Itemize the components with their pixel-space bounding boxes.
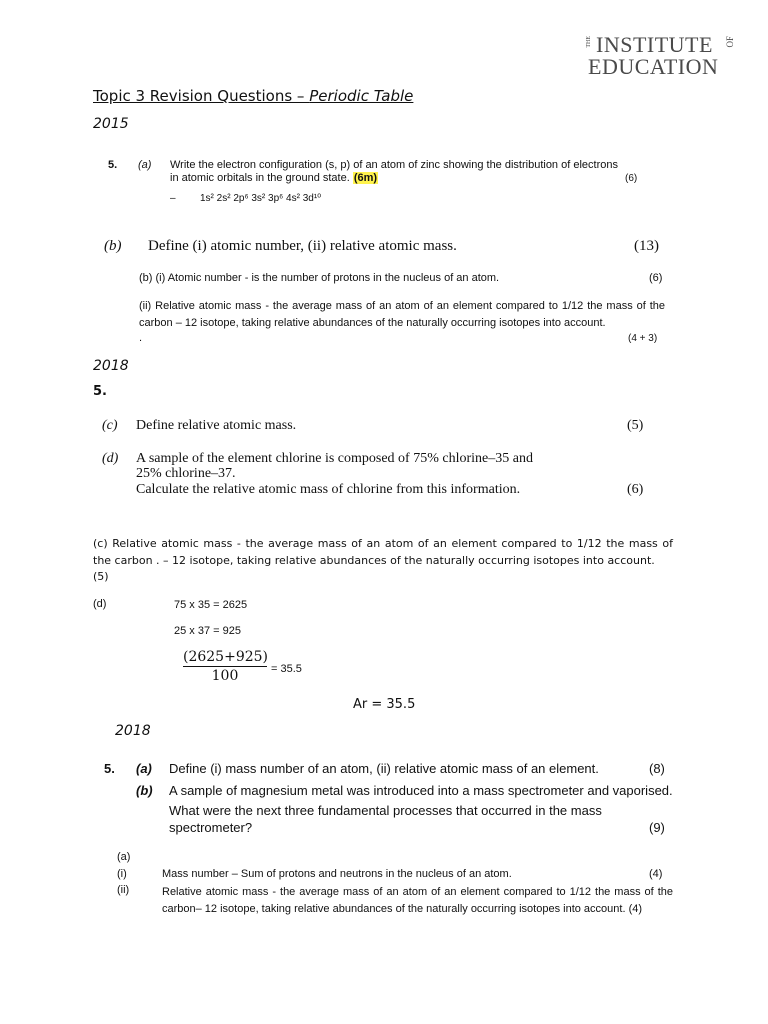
year-2018-second: 2018 xyxy=(115,723,151,739)
q2018a-fraction xyxy=(183,649,267,684)
q2018a-d-text3: Calculate the relative atomic mass of chlorine from this information. xyxy=(136,482,521,497)
q2018b-b-text1: A sample of magnesium metal was introduced into a mass spectrometer and vaporised. xyxy=(169,783,673,798)
q2018a-c-answer: (c) Relative atomic mass - the average mass of an atom of an element compared to 1/12 the mass of the carbon . – 12 isotope, taking relative abundances of the naturally occurring isotopes into account. xyxy=(93,537,673,567)
q2015-b-answer2: (ii) Relative atomic mass - the average mass of an atom of an element compared to 1/12 the mass of the carbon – 12 isotope, taking relative abundances of the naturally occurring isotopes into account. xyxy=(139,300,665,329)
q2015-b-label: (b) xyxy=(104,238,122,254)
q2018b-answer-i-label: (i) xyxy=(117,868,127,880)
q2018a-fraction-result: = 35.5 xyxy=(271,663,302,675)
q2018b-a-text: Define (i) mass number of an atom, (ii) relative atomic mass of an element. xyxy=(169,761,599,776)
q2018a-d-label: (d) xyxy=(102,451,119,466)
q2018a-d-text2: 25% chlorine–37. xyxy=(136,466,236,481)
q2015-config: 1s² 2s² 2p⁶ 3s² 3p⁶ 4s² 3d¹⁰ xyxy=(200,193,322,204)
q2018b-a-marks: (8) xyxy=(649,761,665,776)
q2018a-calc2: 25 x 37 = 925 xyxy=(174,625,241,637)
q2018b-answer-i-text: Mass number – Sum of protons and neutrons in the nucleus of an atom. xyxy=(162,868,512,880)
logo-line2: EDUCATION xyxy=(588,54,719,79)
q2015-b-answer1-marks: (6) xyxy=(649,272,663,284)
q2018b-a-label: (a) xyxy=(136,761,152,776)
q2018b-number: 5. xyxy=(104,761,115,776)
q2018b-b-marks: (9) xyxy=(649,820,665,835)
q2018b-b-text2: What were the next three fundamental processes that occurred in the mass xyxy=(169,803,602,818)
q2018b-b-label: (b) xyxy=(136,783,153,798)
q2018b-answer-ii-label: (ii) xyxy=(117,884,130,896)
q2015-text1: Write the electron configuration (s, p) of an atom of zinc showing the distribution of electrons xyxy=(170,159,618,171)
page-title xyxy=(93,87,413,105)
q2018b-answer-i-marks: (4) xyxy=(649,868,663,880)
title-plain: Topic 3 Revision Questions – xyxy=(93,87,310,105)
q2018a-c-text: Define relative atomic mass. xyxy=(136,418,297,433)
q2018a-c-label: (c) xyxy=(102,418,118,433)
q2015-text2: in atomic orbitals in the ground state. xyxy=(170,172,353,184)
q2018b-answer-a: (a) xyxy=(117,851,131,863)
institute-logo xyxy=(586,34,746,80)
q2015-b-dot: . xyxy=(139,332,143,344)
q2018b-answer-ii-text: Relative atomic mass - the average mass of an atom of an element compared to 1/12 the mass of the carbon– 12 isotope, taking relative abundances of the naturally occurring isotopes into account. (4) xyxy=(162,886,673,915)
title-italic: Periodic Table xyxy=(309,87,414,105)
q2015-marks: (6) xyxy=(625,173,638,184)
q2018a-d-answer-label: (d) xyxy=(93,598,107,610)
q2018a-calc1: 75 x 35 = 2625 xyxy=(174,599,248,611)
logo-of: OF xyxy=(725,36,735,48)
q2015-b-text: Define (i) atomic number, (ii) relative atomic mass. xyxy=(148,238,457,254)
year-2015: 2015 xyxy=(93,116,129,132)
q2015-text2-line xyxy=(170,172,378,184)
q2018a-d-marks: (6) xyxy=(627,482,644,497)
q2015-number: 5. xyxy=(108,159,118,171)
q2018a-c-marks: (5) xyxy=(627,418,644,433)
q2018a-d-text1: A sample of the element chlorine is composed of 75% chlorine–35 and xyxy=(136,451,533,466)
q2015-part-a: (a) xyxy=(138,159,152,171)
q2015-b-answer2-marks: (4 + 3) xyxy=(628,333,658,344)
q2015-highlight: (6m) xyxy=(353,172,378,184)
q2015-dash: – xyxy=(170,193,176,204)
logo-the: THE xyxy=(586,36,592,48)
q2018a-number: 5. xyxy=(93,384,107,399)
fraction-denominator: 100 xyxy=(211,668,239,684)
q2015-b-answer1: (b) (i) Atomic number - is the number of protons in the nucleus of an atom. xyxy=(139,272,500,284)
q2018a-ar-result: Ar = 35.5 xyxy=(353,697,416,712)
q2015-b-marks: (13) xyxy=(634,238,659,254)
q2018b-b-text3: spectrometer? xyxy=(169,820,253,835)
fraction-numerator: (2625+925) xyxy=(183,649,269,665)
logo-line1: INSTITUTE xyxy=(596,32,713,57)
year-2018-first: 2018 xyxy=(93,358,129,374)
q2018a-c-answer-marks: (5) xyxy=(93,570,109,583)
